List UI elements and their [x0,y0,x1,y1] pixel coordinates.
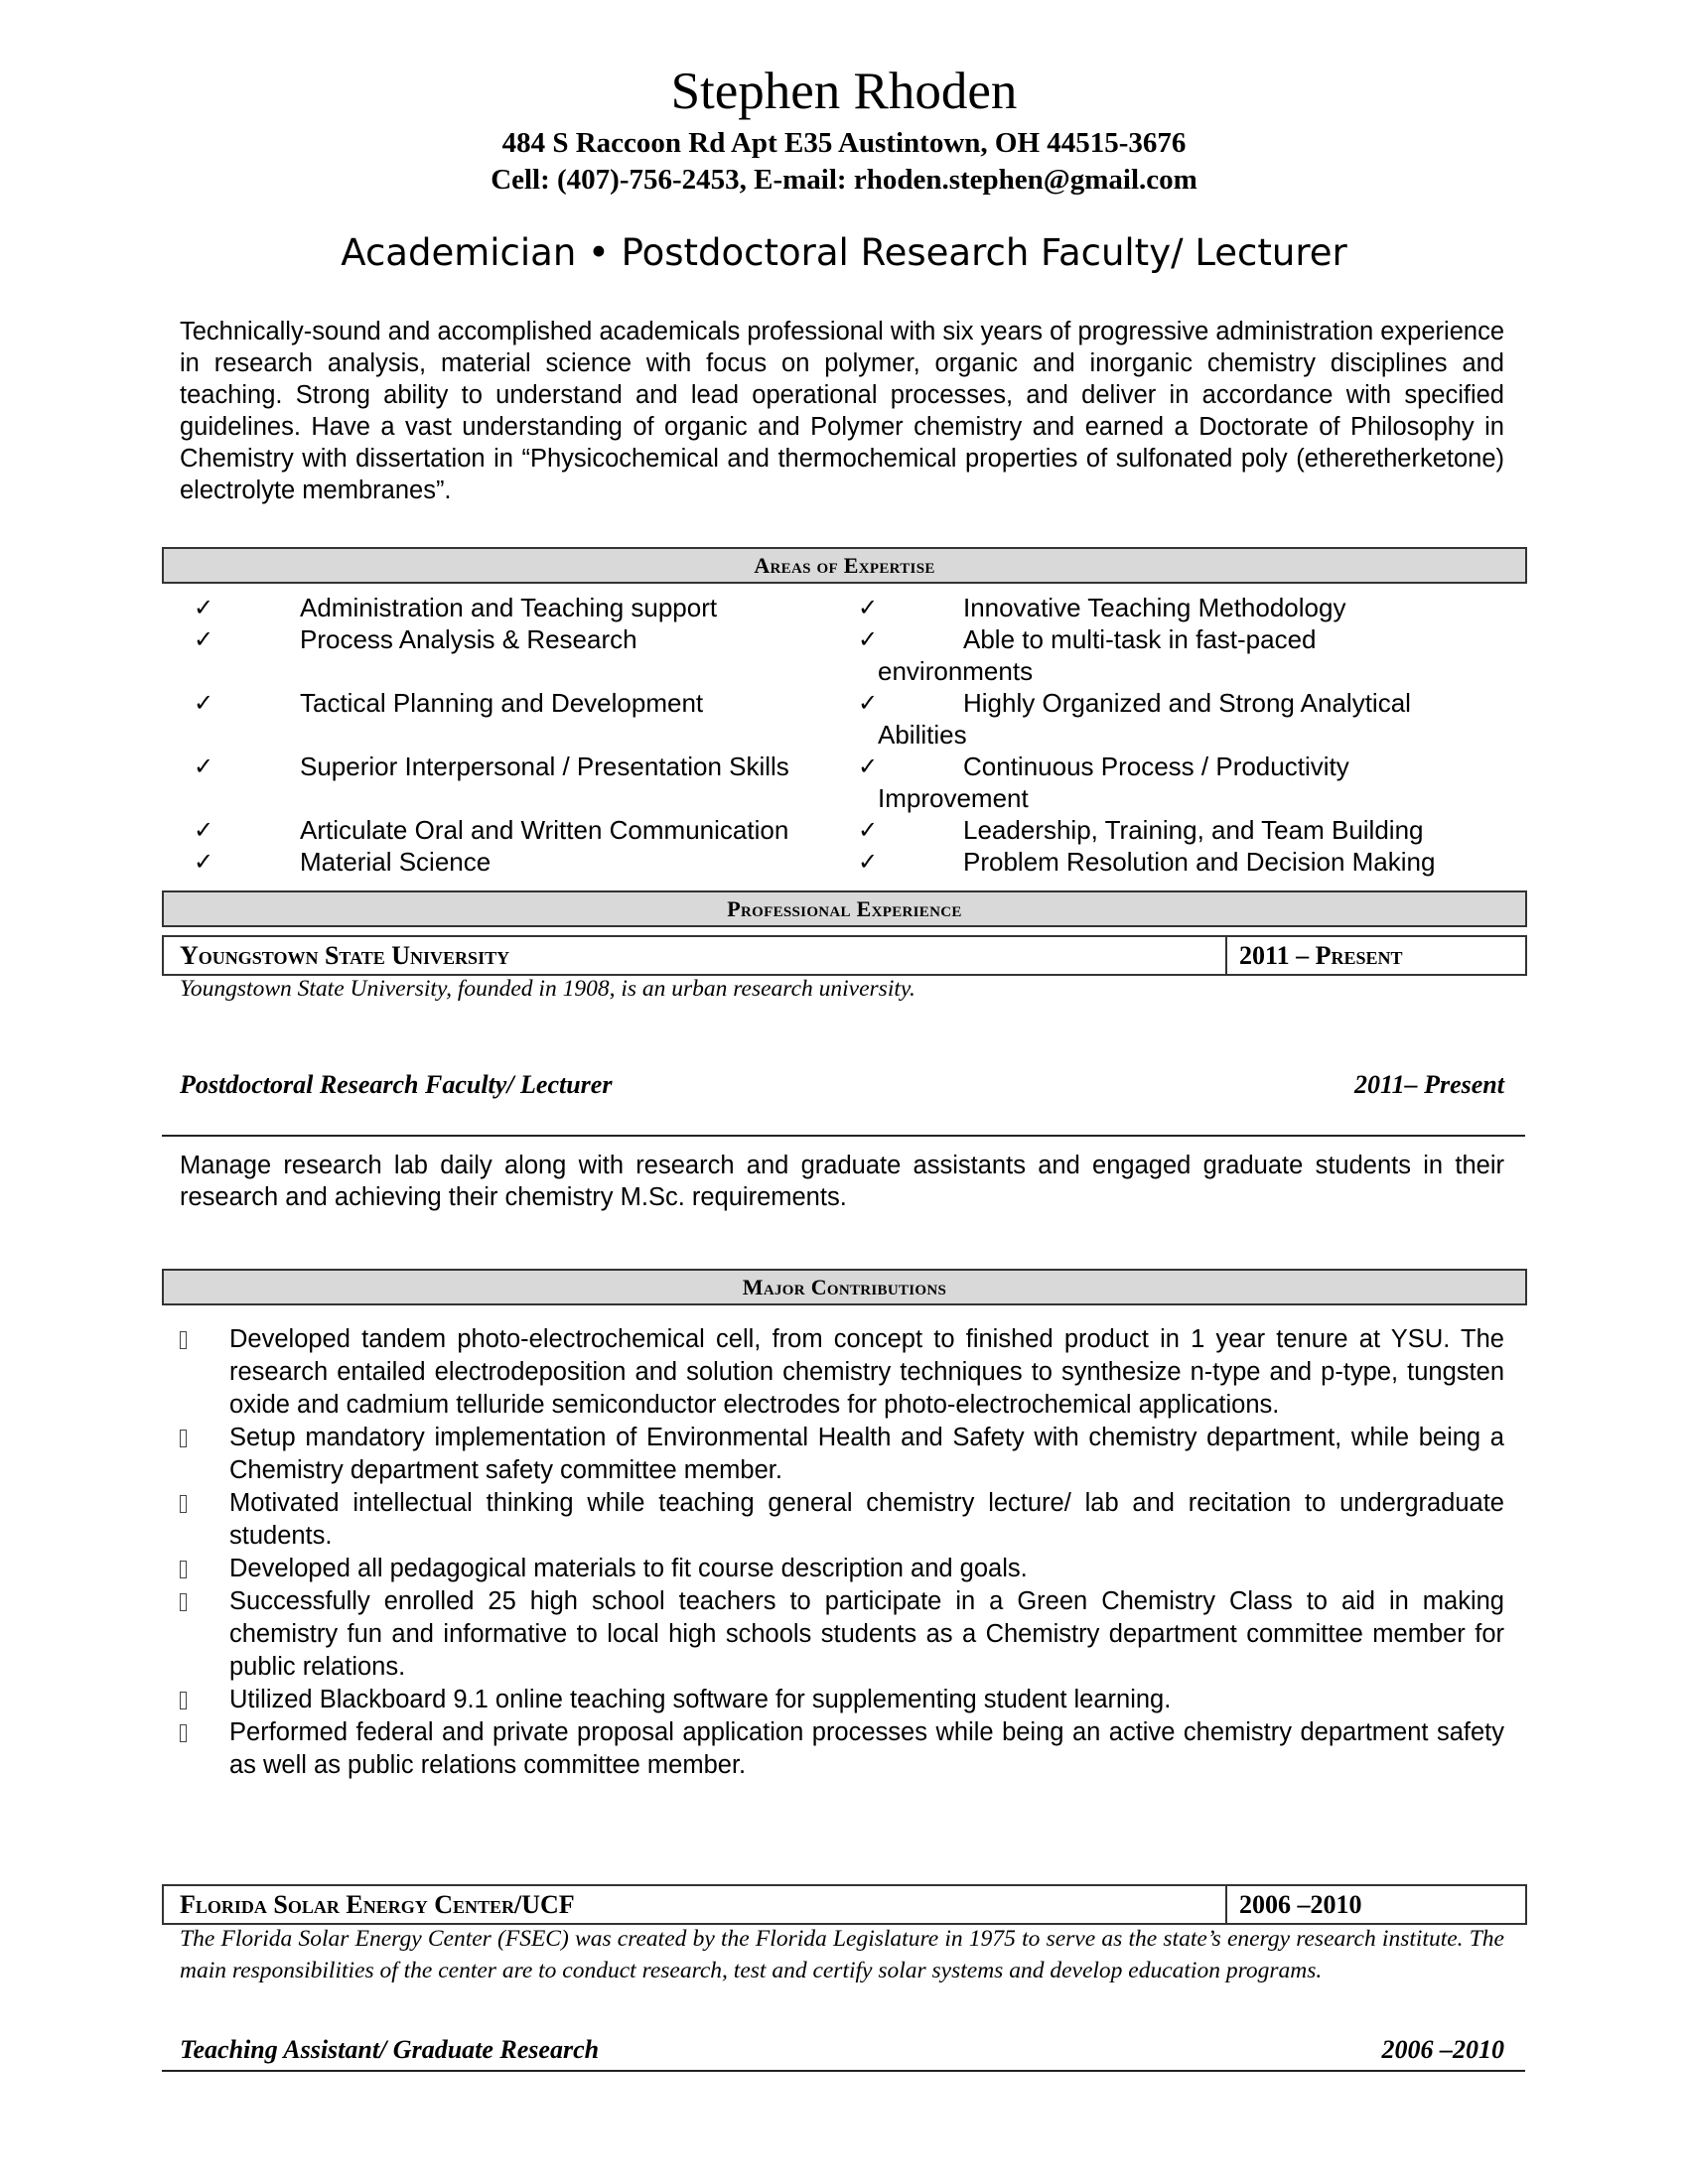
summary-paragraph: Technically-sound and accomplished academicals professional with six years of progressive administration experience in research analysis, material science with focus on polymer, organic and inorganic chemistry disciplines and teaching. Strong ability to understand and lead operational processes, and deliver in accordance with specified guidelines. Have a vast understanding of organic and Polymer chemistry and earned a Doctorate of Philosophy in Chemistry with dissertation in “Physicochemical and thermochemical properties of sulfonated poly (etheretherketone) electrolyte membranes”. [180,318,1504,504]
job-title: Postdoctoral Research Faculty/ Lecturer [180,1070,613,1099]
bullet-icon [180,1593,187,1611]
expertise-item-continued: Improvement [878,783,1029,813]
bullet-icon [180,1724,187,1742]
expertise-item: Continuous Process / Productivity [963,751,1349,781]
list-item [180,1422,1504,1487]
job-title-row [180,1068,1504,1102]
bullet-icon [180,1331,187,1349]
list-item [180,1553,1504,1585]
employment-dates: 2006 –2010 [1239,1890,1362,1919]
list-item-text: Successfully enrolled 25 high school teachers to participate in a Green Chemistry Class to aid in making chemistry fun and informative to local high schools students as a Chemistry department committee member for public relations. [229,1587,1504,1681]
bullet-icon [180,1561,187,1578]
check-icon: ✓ [858,595,879,621]
job-title-row [180,2033,1504,2067]
section-title: Areas of Expertise [754,552,935,578]
candidate-name: Stephen Rhoden [670,63,1018,120]
section-header-major-contributions [162,1269,1527,1305]
bullet-icon [180,1692,187,1709]
list-item [180,1684,1504,1716]
section-title: Professional Experience [727,895,962,921]
check-icon: ✓ [858,690,879,717]
list-item-text: Developed all pedagogical materials to fit course description and goals. [229,1555,1028,1582]
divider [162,2070,1525,2072]
expertise-item: Able to multi-task in fast-paced [963,624,1317,654]
section-title: Major Contributions [742,1274,947,1299]
expertise-item: Highly Organized and Strong Analytical [963,688,1411,718]
check-icon: ✓ [858,817,879,844]
expertise-item: Tactical Planning and Development [300,688,704,718]
check-icon: ✓ [194,626,214,653]
list-item-text: Setup mandatory implementation of Environmental Health and Safety with chemistry department, while being a Chemistry department safety committee member. [229,1424,1504,1484]
list-item-text: Developed tandem photo-electrochemical cell, from concept to finished product in 1 year tenure at YSU. The research entailed electrodeposition and solution chemistry techniques to synthesize n-type and p-type, tungsten oxide and cadmium telluride semiconductor electrodes for photo-electrochemical applications. [229,1325,1504,1419]
employer-name: Florida Solar Energy Center/UCF [164,1886,1227,1923]
job-summary: Manage research lab daily along with research and graduate assistants and engaged graduate students in their research and achieving their chemistry M.Sc. requirements. [180,1152,1504,1211]
list-item [180,1323,1504,1422]
job-title: Teaching Assistant/ Graduate Research [180,2035,600,2064]
check-icon: ✓ [194,817,214,844]
list-item [180,1716,1504,1782]
list-item-text: Performed federal and private proposal application processes while being an active chemistry department safety as well as public relations committee member. [229,1718,1504,1779]
expertise-item: Superior Interpersonal / Presentation Skills [300,751,789,781]
section-header-professional-experience [162,890,1527,927]
contributions-list [180,1323,1504,1782]
expertise-item-continued: Abilities [878,720,967,750]
check-icon: ✓ [194,753,214,780]
section-header-areas-of-expertise [162,547,1527,584]
expertise-item: Material Science [300,847,492,877]
divider [162,1135,1525,1137]
employer-row [162,1884,1527,1925]
job-dates: 2006 –2010 [1381,2035,1504,2064]
address: 484 S Raccoon Rd Apt E35 Austintown, OH 44515-3676 [501,127,1187,159]
expertise-item: Process Analysis & Research [300,624,637,654]
employer-description: Youngstown State University, founded in 1908, is an urban research university. [180,976,915,1002]
contact-info: Cell: (407)-756-2453, E-mail: rhoden.stephen@gmail.com [491,164,1197,196]
check-icon: ✓ [858,626,879,653]
job-dates: 2011– Present [1354,1070,1504,1099]
check-icon: ✓ [858,753,879,780]
headline: Academician • Postdoctoral Research Faculty/ Lecturer [341,231,1347,274]
list-item-text: Utilized Blackboard 9.1 online teaching software for supplementing student learning. [229,1686,1172,1713]
list-item-text: Motivated intellectual thinking while teaching general chemistry lecture/ lab and recitation to undergraduate students. [229,1489,1504,1550]
employer-description: The Florida Solar Energy Center (FSEC) was created by the Florida Legislature in 1975 to serve as the state’s energy research institute. The main responsibilities of the center are to conduct research, test and certify solar systems and develop education programs. [180,1926,1504,1983]
expertise-item: Problem Resolution and Decision Making [963,847,1436,877]
expertise-item: Innovative Teaching Methodology [963,593,1346,622]
check-icon: ✓ [194,690,214,717]
expertise-item-continued: environments [878,656,1034,686]
expertise-item: Administration and Teaching support [300,593,718,622]
check-icon: ✓ [194,595,214,621]
expertise-item: Articulate Oral and Written Communication [300,815,789,845]
check-icon: ✓ [194,849,214,876]
list-item [180,1487,1504,1553]
list-item [180,1585,1504,1684]
check-icon: ✓ [858,849,879,876]
bullet-icon [180,1495,187,1513]
employer-row [162,935,1527,976]
employer-name: Youngstown State University [164,937,1227,974]
bullet-icon [180,1430,187,1447]
employment-dates: 2011 – Present [1239,941,1403,970]
expertise-item: Leadership, Training, and Team Building [963,815,1424,845]
